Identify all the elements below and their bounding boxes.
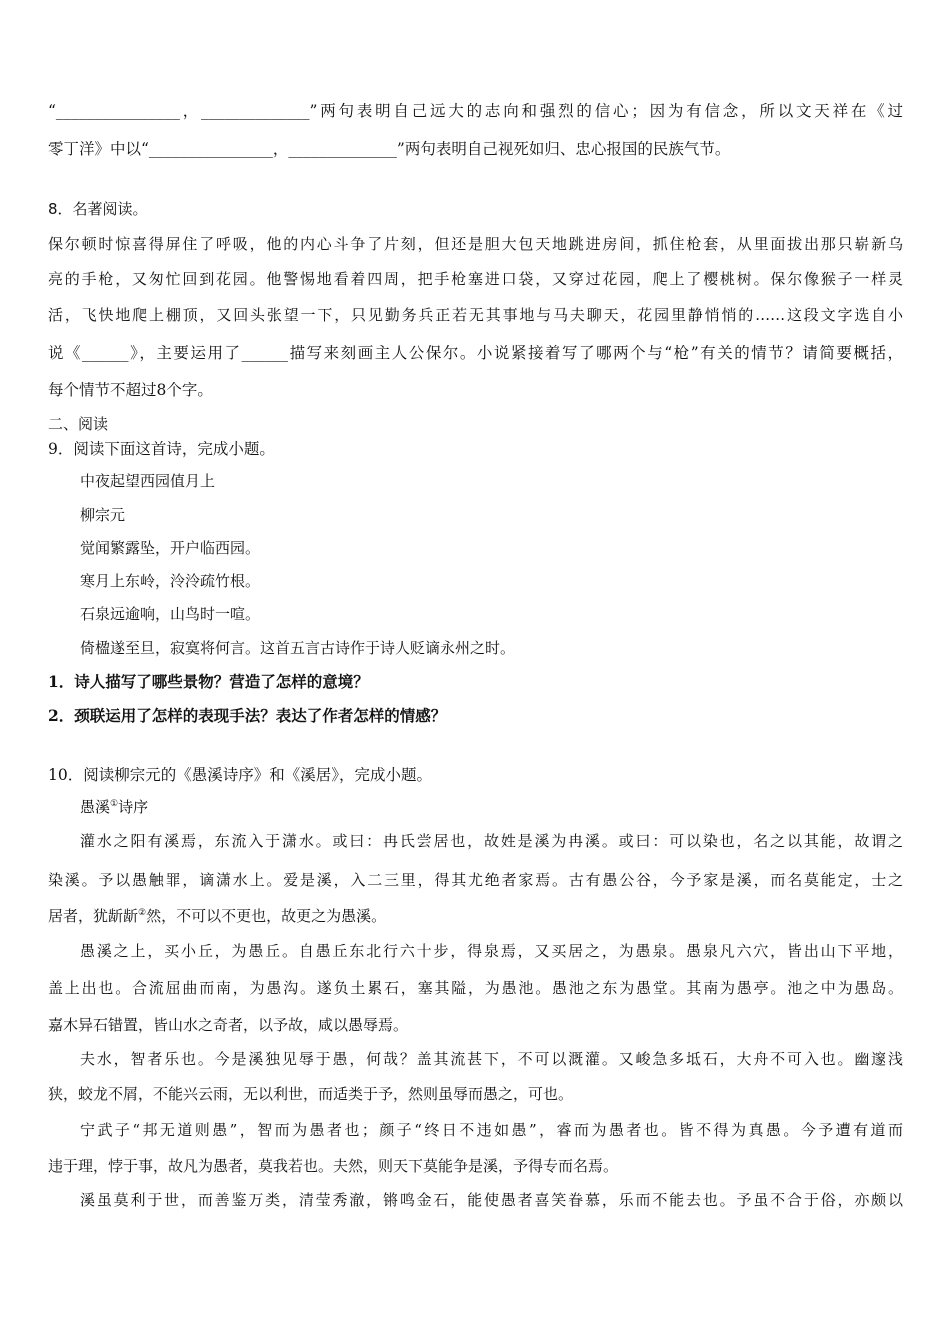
q7-fill-line-2: 零丁洋》中以“________________，______________”两句表明自己视死如归、忠心报国的民族气节。 [48, 140, 731, 158]
essay-paragraph-line: 违于理，悖于事，故凡为愚者，莫我若也。夫然，则天下莫能争是溪，予得专而名焉。 [48, 1157, 619, 1175]
poem-title: 中夜起望西园值月上 [80, 472, 216, 490]
q8-question-line: 说《______》，主要运用了______描写来刻画主人公保尔。小说紧接着写了哪两个与“枪”有关的情节？请简要概括， [48, 344, 903, 362]
footnote-marker: ② [138, 908, 147, 918]
poem-author: 柳宗元 [80, 506, 126, 524]
poem-verse: 觉闻繁露坠，开户临西园。 [80, 539, 261, 557]
q8-passage-line: 亮的手枪，又匆忙回到花园。他警惕地看着四周，把手枪塞进口袋，又穿过花园，爬上了樱桃树。保尔像猴子一样灵 [48, 270, 903, 288]
q10-title: 10．阅读柳宗元的《愚溪诗序》和《溪居》，完成小题。 [48, 766, 432, 784]
q8-question-line: 每个情节不超过8个字。 [48, 381, 213, 399]
poem-verse: 寒月上东岭，泠泠疏竹根。 [80, 572, 261, 590]
essay-paragraph-line: 宁武子“邦无道则愚”，智而为愚者也；颜子“终日不违如愚”，睿而为愚者也。皆不得为真愚。今予遭有道而 [80, 1121, 903, 1139]
essay-paragraph-line: 溪虽莫利于世，而善鉴万类，清莹秀澈，锵鸣金石，能使愚者喜笑眷慕，乐而不能去也。予虽不合于俗，亦颇以 [80, 1191, 903, 1209]
q8-passage-line: 活，飞快地爬上棚顶，又回头张望一下，只见勤务兵正若无其事地与马夫聊天，花园里静悄悄的……这段文字选自小 [48, 306, 903, 324]
essay-paragraph-line: 愚溪之上，买小丘，为愚丘。自愚丘东北行六十步，得泉焉，又买居之，为愚泉。愚泉凡六穴，皆出山下平地， [80, 942, 903, 960]
essay-paragraph-line: 盖上出也。合流屈曲而南，为愚沟。遂负土累石，塞其隘，为愚池。愚池之东为愚堂。其南为愚亭。池之中为愚岛。 [48, 979, 903, 997]
essay-paragraph-line: 灌水之阳有溪焉，东流入于潇水。或曰：冉氏尝居也，故姓是溪为冉溪。或曰：可以染也，名之以其能，故谓之 [80, 832, 903, 850]
q8-title: 8．名著阅读。 [48, 200, 148, 218]
q7-fill-line-1: “________________，______________”两句表明自己远大的志向和强烈的信心；因为有信念，所以文天祥在《过 [48, 102, 903, 120]
essay-paragraph-line: 染溪。予以愚触罪，谪潇水上。爱是溪，入二三里，得其尤绝者家焉。古有愚公谷，今予家是溪，而名莫能定，士之 [48, 871, 903, 889]
poem-verse: 石泉远逾响，山鸟时一喧。 [80, 605, 261, 623]
essay-paragraph-line: 夫水，智者乐也。今是溪独见辱于愚，何哉？盖其流甚下，不可以溉灌。又峻急多坻石，大舟不可入也。幽邃浅 [80, 1050, 903, 1068]
q9-subquestion-1: 1．诗人描写了哪些景物？营造了怎样的意境？ [48, 672, 369, 691]
footnote-marker: ① [110, 799, 119, 809]
q9-subquestion-2: 2．颈联运用了怎样的表现手法？表达了作者怎样的情感？ [48, 706, 447, 725]
essay-text: 然，不可以不更也，故更之为愚溪。 [146, 907, 387, 925]
essay-paragraph-line [48, 906, 908, 926]
poem-verse: 倚楹遂至旦，寂寞将何言。这首五言古诗作于诗人贬谪永州之时。 [80, 639, 516, 657]
section-heading: 二、阅读 [48, 415, 109, 433]
essay-paragraph-line: 狭，蛟龙不屑，不能兴云雨，无以利世，而适类于予，然则虽辱而愚之，可也。 [48, 1085, 574, 1103]
essay-title-part: 愚溪 [80, 798, 111, 816]
essay-paragraph-line: 嘉木异石错置，皆山水之奇者，以予故，咸以愚辱焉。 [48, 1016, 409, 1034]
essay-title-part: 诗序 [118, 798, 149, 816]
q8-passage-line: 保尔顿时惊喜得屏住了呼吸，他的内心斗争了片刻，但还是胆大包天地跳进房间，抓住枪套，从里面拔出那只崭新乌 [48, 235, 903, 253]
essay-title [80, 797, 910, 817]
essay-text: 居者，犹龂龂 [48, 907, 139, 925]
q9-title: 9．阅读下面这首诗，完成小题。 [48, 440, 275, 458]
